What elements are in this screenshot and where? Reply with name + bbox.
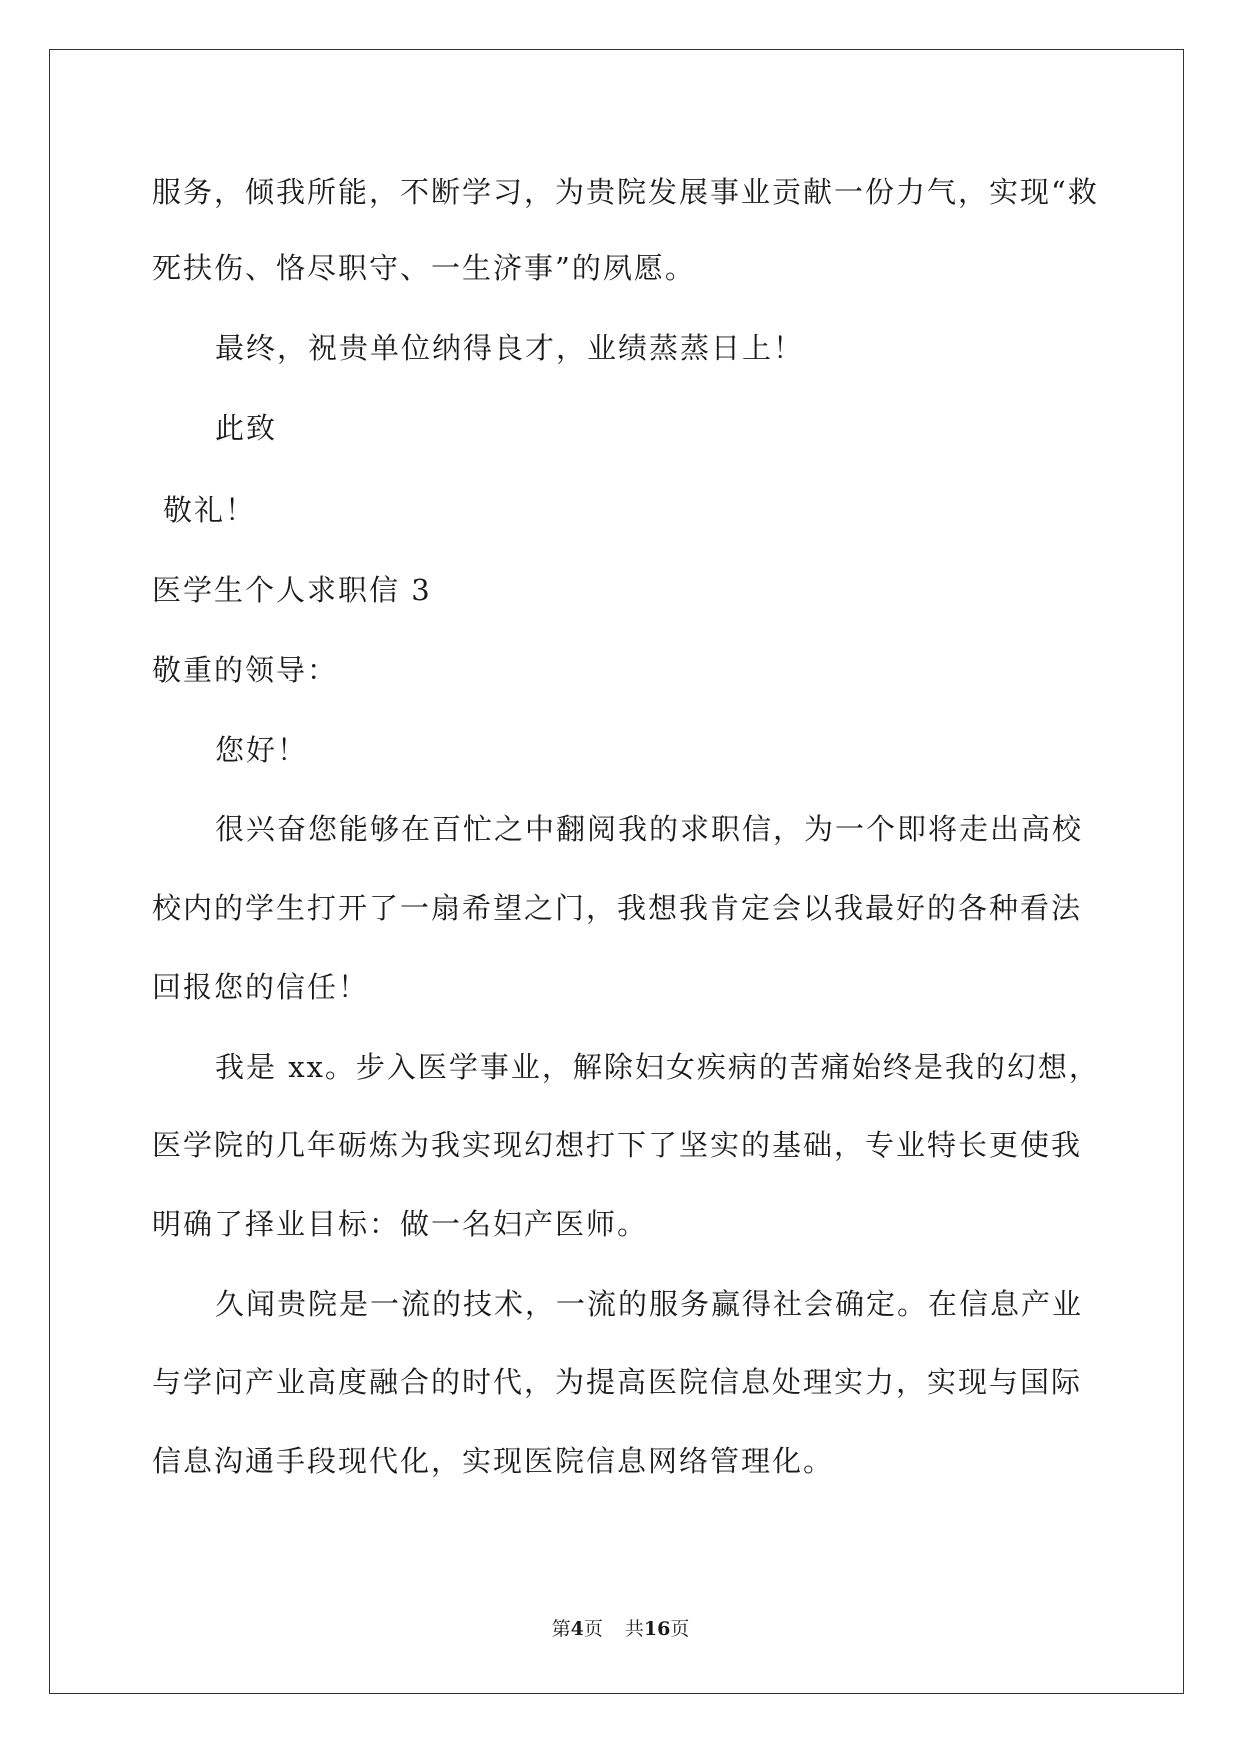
salutation: 敬重的领导： <box>152 653 339 687</box>
text-line: 与学问产业高度融合的时代，为提高医院信息处理实力，实现与国际 <box>152 1365 1083 1399</box>
text-line: 很兴奋您能够在百忙之中翻阅我的求职信，为一个即将走出高校 <box>215 812 1084 846</box>
text-line: 死扶伤、恪尽职守、一生济事”的夙愿。 <box>152 251 696 285</box>
text-line: 您好！ <box>215 733 309 767</box>
text-line: 信息沟通手段现代化，实现医院信息网络管理化。 <box>152 1444 835 1478</box>
text-line: 回报您的信任！ <box>152 970 370 1004</box>
page-number: 4 <box>570 1618 584 1640</box>
section-heading: 医学生个人求职信 3 <box>152 573 432 607</box>
text-line: 明确了择业目标：做一名妇产医师。 <box>152 1207 649 1241</box>
text-line: 我是 xx。步入医学事业，解除妇女疾病的苦痛始终是我的幻想， <box>215 1050 1100 1084</box>
text-line: 敬礼！ <box>163 493 257 527</box>
footer-page-suffix: 页 <box>583 1618 603 1640</box>
text-line: 服务，倾我所能，不断学习，为贵院发展事业贡献一份力气，实现“救 <box>152 175 1099 209</box>
footer-total-prefix: 共 <box>624 1618 644 1640</box>
page-footer <box>0 1617 1241 1641</box>
footer-total-suffix: 页 <box>670 1618 690 1640</box>
text-line: 最终，祝贵单位纳得良才，业绩蒸蒸日上！ <box>215 331 805 365</box>
text-line: 医学院的几年砺炼为我实现幻想打下了坚实的基础，专业特长更使我 <box>152 1128 1083 1162</box>
text-line: 久闻贵院是一流的技术，一流的服务赢得社会确定。在信息产业 <box>215 1287 1084 1321</box>
text-line: 校内的学生打开了一扇希望之门，我想我肯定会以我最好的各种看法 <box>152 891 1083 925</box>
footer-prefix: 第 <box>551 1618 571 1640</box>
text-line: 此致 <box>215 411 278 445</box>
total-pages: 16 <box>643 1618 671 1640</box>
